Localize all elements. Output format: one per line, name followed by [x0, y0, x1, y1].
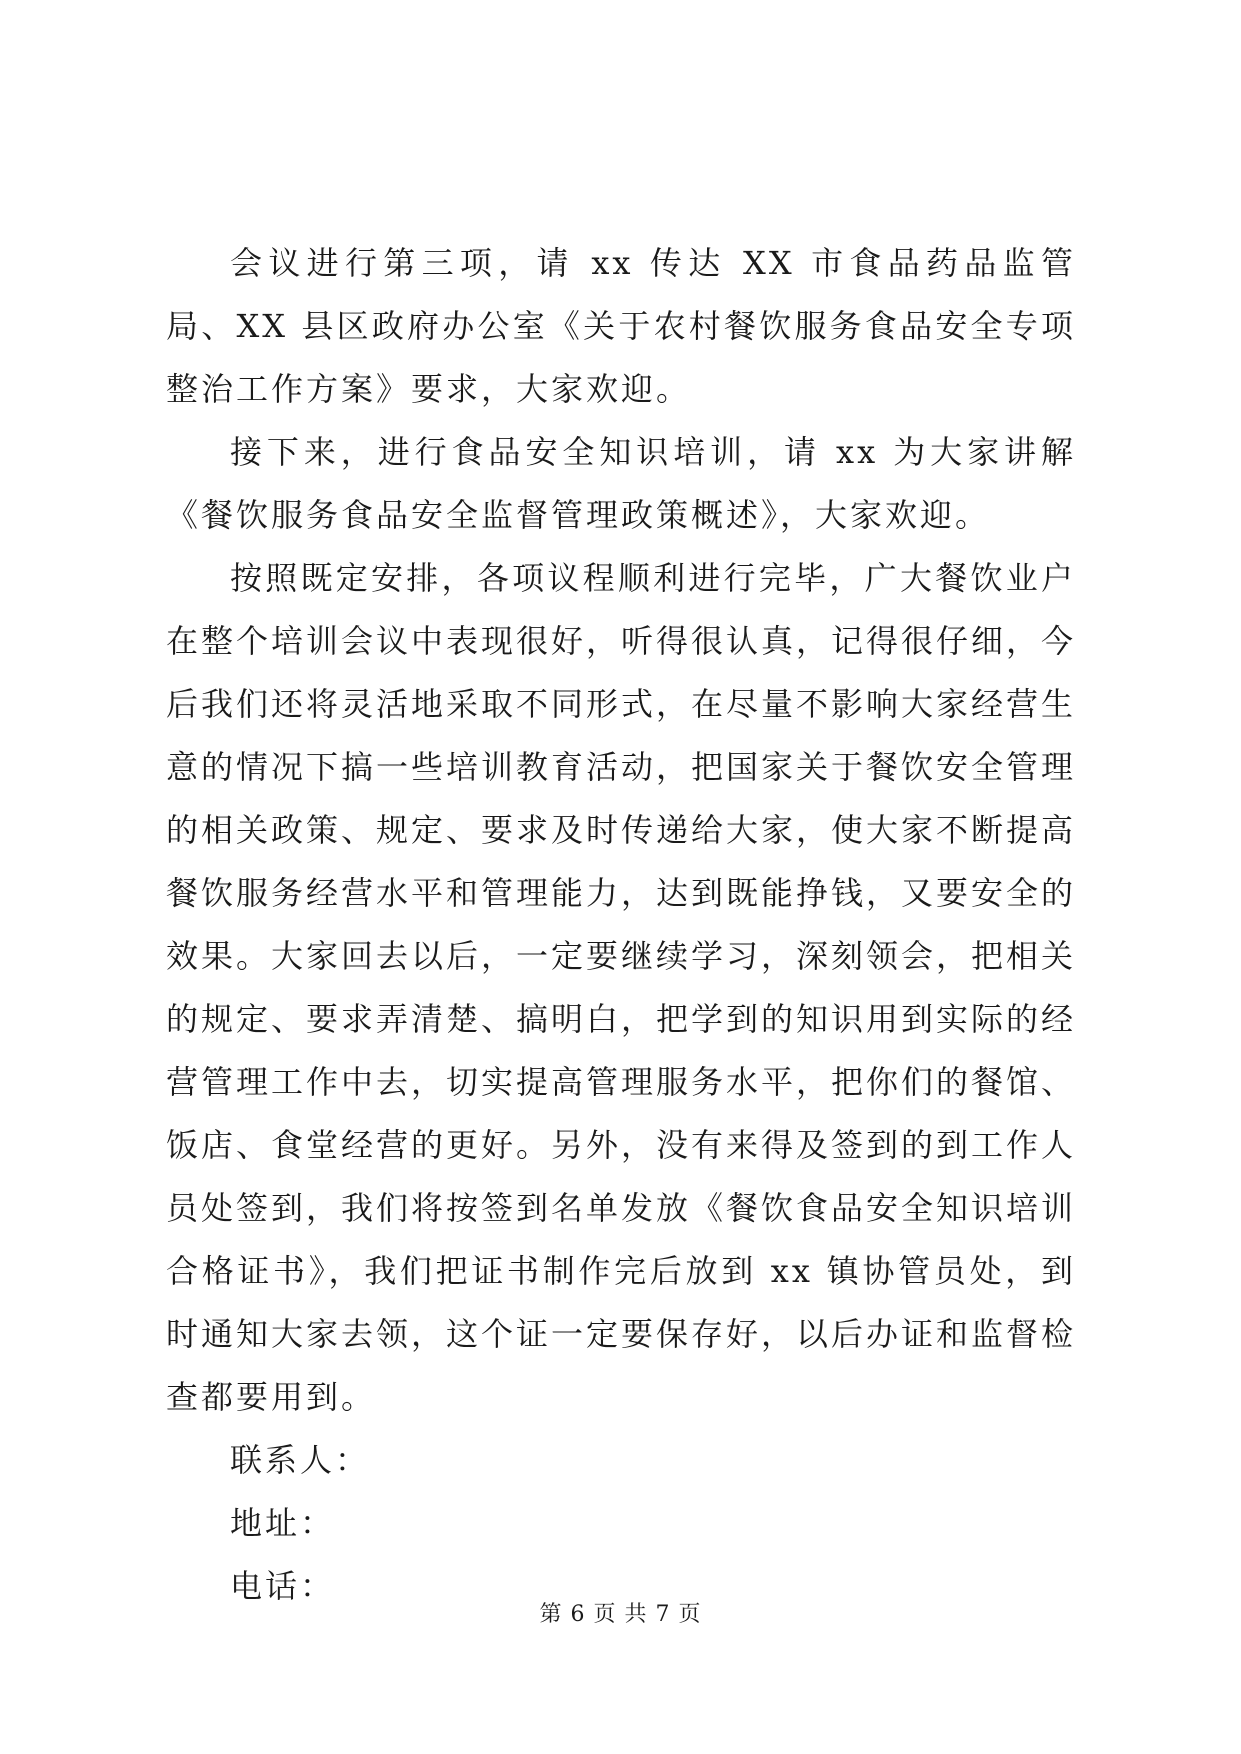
- paragraph: 会议进行第三项，请 xx 传达 XX 市食品药品监管局、XX 县区政府办公室《关于农村餐饮服务食品安全专项整治工作方案》要求，大家欢迎。: [166, 244, 1076, 408]
- contact-person-label: 联系人：: [230, 1441, 371, 1479]
- paragraph: 按照既定安排，各项议程顺利进行完毕，广大餐饮业户在整个培训会议中表现很好，听得很认真，记得很仔细，今后我们还将灵活地采取不同形式，在尽量不影响大家经营生意的情况下搞一些培训教育活动，把国家关于餐饮安全管理的相关政策、规定、要求及时传递给大家，使大家不断提高餐饮服务经营水平和管理能力，达到既能挣钱，又要安全的效果。大家回去以后，一定要继续学习，深刻领会，把相关的规定、要求弄清楚、搞明白，把学到的知识用到实际的经营管理工作中去，切实提高管理服务水平，把你们的餐馆、饭店、食堂经营的更好。另外，没有来得及签到的到工作人员处签到，我们将按签到名单发放《餐饮食品安全知识培训合格证书》，我们把证书制作完后放到 xx 镇协管员处，到时通知大家去领，这个证一定要保存好，以后办证和监督检查都要用到。: [166, 559, 1077, 1416]
- document-body: [166, 232, 1076, 1618]
- page-footer: 第 6 页 共 7 页: [539, 1602, 702, 1627]
- contact-address-label: 地址：: [230, 1504, 336, 1542]
- paragraph: 接下来，进行食品安全知识培训，请 xx 为大家讲解《餐饮服务食品安全监督管理政策概述》，大家欢迎。: [166, 433, 1076, 534]
- contact-phone-label: 电话：: [230, 1567, 336, 1605]
